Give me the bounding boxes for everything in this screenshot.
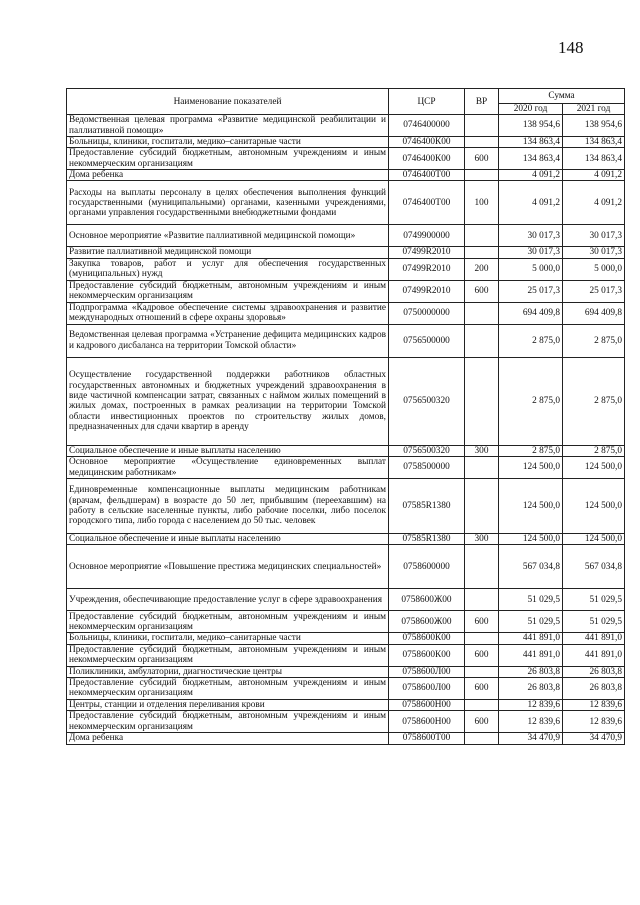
row-name: Дома ребенка — [67, 733, 389, 744]
row-vr — [465, 479, 499, 534]
header-name: Наименование показателей — [67, 89, 389, 115]
row-csr: 07585R1380 — [389, 534, 465, 545]
row-vr — [465, 666, 499, 677]
row-vr — [465, 225, 499, 247]
row-sum-2021: 12 839,6 — [563, 711, 625, 733]
row-sum-2020: 2 875,0 — [499, 357, 563, 445]
row-name: Основное мероприятие «Развитие паллиативной медицинской помощи» — [67, 225, 389, 247]
row-csr: 0758600Л00 — [389, 677, 465, 699]
row-csr: 0756500320 — [389, 357, 465, 445]
row-name: Поликлиники, амбулатории, диагностические центры — [67, 666, 389, 677]
row-sum-2020: 4 091,2 — [499, 170, 563, 181]
row-sum-2021: 4 091,2 — [563, 170, 625, 181]
row-csr: 0758600К00 — [389, 644, 465, 666]
row-sum-2020: 134 863,4 — [499, 136, 563, 147]
table-row — [67, 148, 625, 170]
row-sum-2020: 694 409,8 — [499, 302, 563, 324]
row-vr: 300 — [465, 445, 499, 456]
row-csr: 0756500320 — [389, 445, 465, 456]
row-vr — [465, 457, 499, 479]
row-sum-2020: 2 875,0 — [499, 324, 563, 357]
row-sum-2021: 2 875,0 — [563, 324, 625, 357]
row-csr: 0746400Т00 — [389, 181, 465, 225]
row-name: Предоставление субсидий бюджетным, автономным учреждениям и иным некоммерческим организациям — [67, 280, 389, 302]
table-row — [67, 611, 625, 633]
row-sum-2021: 134 863,4 — [563, 136, 625, 147]
header-year-2021: 2021 год — [563, 104, 625, 115]
row-name: Социальное обеспечение и иные выплаты населению — [67, 445, 389, 456]
row-sum-2021: 5 000,0 — [563, 258, 625, 280]
table-row — [67, 136, 625, 147]
row-csr: 07499R2010 — [389, 258, 465, 280]
row-csr: 0746400000 — [389, 115, 465, 137]
row-name: Единовременные компенсационные выплаты медицинским работникам (врачам, фельдшерам) в возрасте до 50 лет, прибывшим (переехавшим) на работу в сельские населенные пункты, либо рабочие поселки, либо поселок городского типа, либо города с населением до 50 тыс. человек — [67, 479, 389, 534]
row-name: Предоставление субсидий бюджетным, автономным учреждениям и иным некоммерческим организациям — [67, 611, 389, 633]
row-name: Центры, станции и отделения переливания крови — [67, 699, 389, 710]
row-sum-2021: 25 017,3 — [563, 280, 625, 302]
table-row — [67, 258, 625, 280]
table-row — [67, 633, 625, 644]
row-sum-2020: 441 891,0 — [499, 633, 563, 644]
row-name: Больницы, клиники, госпитали, медико–санитарные части — [67, 633, 389, 644]
row-name: Основное мероприятие «Осуществление единовременных выплат медицинским работникам» — [67, 457, 389, 479]
row-csr: 0758600Н00 — [389, 711, 465, 733]
row-sum-2021: 34 470,9 — [563, 733, 625, 744]
row-sum-2021: 134 863,4 — [563, 148, 625, 170]
table-row — [67, 733, 625, 744]
row-csr: 0758600К00 — [389, 633, 465, 644]
row-vr: 600 — [465, 711, 499, 733]
row-csr: 0758600Л00 — [389, 666, 465, 677]
row-csr: 07499R2010 — [389, 280, 465, 302]
header-row — [67, 89, 625, 104]
row-sum-2020: 124 500,0 — [499, 479, 563, 534]
row-name: Ведомственная целевая программа «Устранение дефицита медицинских кадров и кадрового дисбаланса на территории Томской области» — [67, 324, 389, 357]
row-sum-2020: 12 839,6 — [499, 699, 563, 710]
row-csr: 0749900000 — [389, 225, 465, 247]
row-sum-2021: 51 029,5 — [563, 611, 625, 633]
row-csr: 0758600000 — [389, 545, 465, 589]
row-sum-2020: 26 803,8 — [499, 666, 563, 677]
row-sum-2021: 441 891,0 — [563, 644, 625, 666]
table-row — [67, 699, 625, 710]
row-sum-2021: 441 891,0 — [563, 633, 625, 644]
row-csr: 0746400К00 — [389, 148, 465, 170]
row-sum-2020: 34 470,9 — [499, 733, 563, 744]
row-sum-2020: 51 029,5 — [499, 611, 563, 633]
row-name: Расходы на выплаты персоналу в целях обеспечения выполнения функций государственными (муниципальными) органами, казенными учреждениями, органами управления государственными внебюджетными фондами — [67, 181, 389, 225]
row-sum-2021: 4 091,2 — [563, 181, 625, 225]
row-sum-2020: 26 803,8 — [499, 677, 563, 699]
row-csr: 0746400К00 — [389, 136, 465, 147]
row-sum-2021: 694 409,8 — [563, 302, 625, 324]
header-csr: ЦСР — [389, 89, 465, 115]
row-sum-2020: 134 863,4 — [499, 148, 563, 170]
row-sum-2020: 12 839,6 — [499, 711, 563, 733]
table-row — [67, 170, 625, 181]
row-sum-2020: 30 017,3 — [499, 225, 563, 247]
row-csr: 07499R2010 — [389, 247, 465, 258]
row-vr: 300 — [465, 534, 499, 545]
table-body — [67, 115, 625, 744]
row-sum-2021: 138 954,6 — [563, 115, 625, 137]
table-row — [67, 666, 625, 677]
row-vr: 600 — [465, 677, 499, 699]
row-csr: 07585R1380 — [389, 479, 465, 534]
row-vr: 600 — [465, 611, 499, 633]
row-csr: 0758600Т00 — [389, 733, 465, 744]
header-sum: Сумма — [499, 89, 625, 104]
row-sum-2020: 2 875,0 — [499, 445, 563, 456]
row-vr: 600 — [465, 280, 499, 302]
row-name: Закупка товаров, работ и услуг для обеспечения государственных (муниципальных) нужд — [67, 258, 389, 280]
row-sum-2020: 441 891,0 — [499, 644, 563, 666]
row-name: Больницы, клиники, госпитали, медико–санитарные части — [67, 136, 389, 147]
row-sum-2020: 5 000,0 — [499, 258, 563, 280]
row-sum-2020: 25 017,3 — [499, 280, 563, 302]
row-sum-2020: 51 029,5 — [499, 589, 563, 611]
row-name: Подпрограмма «Кадровое обеспечение системы здравоохранения и развитие международных отношений в сфере охраны здоровья» — [67, 302, 389, 324]
row-vr: 600 — [465, 644, 499, 666]
budget-table — [66, 88, 625, 745]
table-row — [67, 711, 625, 733]
row-name: Основное мероприятие «Повышение престижа медицинских специальностей» — [67, 545, 389, 589]
table-row — [67, 445, 625, 456]
row-vr — [465, 545, 499, 589]
row-vr: 600 — [465, 148, 499, 170]
row-vr — [465, 589, 499, 611]
row-csr: 0750000000 — [389, 302, 465, 324]
row-sum-2020: 4 091,2 — [499, 181, 563, 225]
table-row — [67, 181, 625, 225]
row-vr — [465, 357, 499, 445]
row-sum-2021: 124 500,0 — [563, 534, 625, 545]
row-csr: 0758500000 — [389, 457, 465, 479]
row-csr: 0758600Ж00 — [389, 611, 465, 633]
row-vr — [465, 324, 499, 357]
row-sum-2020: 124 500,0 — [499, 534, 563, 545]
row-name: Дома ребенка — [67, 170, 389, 181]
row-sum-2020: 30 017,3 — [499, 247, 563, 258]
table-row — [67, 677, 625, 699]
table-row — [67, 357, 625, 445]
row-sum-2021: 124 500,0 — [563, 479, 625, 534]
row-vr — [465, 115, 499, 137]
row-sum-2020: 567 034,8 — [499, 545, 563, 589]
table-row — [67, 589, 625, 611]
row-name: Предоставление субсидий бюджетным, автономным учреждениям и иным некоммерческим организациям — [67, 711, 389, 733]
row-sum-2021: 2 875,0 — [563, 445, 625, 456]
table-row — [67, 225, 625, 247]
row-sum-2021: 30 017,3 — [563, 225, 625, 247]
table-row — [67, 247, 625, 258]
row-sum-2021: 124 500,0 — [563, 457, 625, 479]
row-name: Предоставление субсидий бюджетным, автономным учреждениям и иным некоммерческим организациям — [67, 644, 389, 666]
row-sum-2020: 138 954,6 — [499, 115, 563, 137]
row-name: Предоставление субсидий бюджетным, автономным учреждениям и иным некоммерческим организациям — [67, 677, 389, 699]
row-sum-2021: 30 017,3 — [563, 247, 625, 258]
row-name: Ведомственная целевая программа «Развитие медицинской реабилитации и паллиативной помощи» — [67, 115, 389, 137]
row-csr: 0758600Н00 — [389, 699, 465, 710]
row-vr — [465, 170, 499, 181]
row-csr: 0756500000 — [389, 324, 465, 357]
row-vr — [465, 247, 499, 258]
table-row — [67, 644, 625, 666]
row-name: Осуществление государственной поддержки работников областных государственных автономных и бюджетных учреждений здравоохранения в виде частичной компенсации затрат, связанных с наймом жилых помещений в жилых домах, построенных в рамках реализации на территории Томской области инвестиционных проектов по строительству жилых домов, предназначенных для сдачи квартир в аренду — [67, 357, 389, 445]
table-row — [67, 302, 625, 324]
row-vr — [465, 633, 499, 644]
row-name: Предоставление субсидий бюджетным, автономным учреждениям и иным некоммерческим организациям — [67, 148, 389, 170]
row-sum-2021: 51 029,5 — [563, 589, 625, 611]
row-vr — [465, 136, 499, 147]
table-row — [67, 324, 625, 357]
row-csr: 0758600Ж00 — [389, 589, 465, 611]
row-sum-2021: 12 839,6 — [563, 699, 625, 710]
table-row — [67, 457, 625, 479]
table-row — [67, 115, 625, 137]
row-sum-2021: 2 875,0 — [563, 357, 625, 445]
row-sum-2021: 567 034,8 — [563, 545, 625, 589]
row-name: Учреждения, обеспечивающие предоставление услуг в сфере здравоохранения — [67, 589, 389, 611]
header-vr: ВР — [465, 89, 499, 115]
row-vr: 200 — [465, 258, 499, 280]
table-row — [67, 280, 625, 302]
row-sum-2020: 124 500,0 — [499, 457, 563, 479]
row-vr — [465, 302, 499, 324]
row-name: Социальное обеспечение и иные выплаты населению — [67, 534, 389, 545]
row-vr: 100 — [465, 181, 499, 225]
row-name: Развитие паллиативной медицинской помощи — [67, 247, 389, 258]
row-vr — [465, 733, 499, 744]
row-vr — [465, 699, 499, 710]
table-row — [67, 545, 625, 589]
row-sum-2021: 26 803,8 — [563, 677, 625, 699]
table-row — [67, 479, 625, 534]
page-number: 148 — [558, 38, 584, 57]
table-row — [67, 534, 625, 545]
header-year-2020: 2020 год — [499, 104, 563, 115]
row-csr: 0746400Т00 — [389, 170, 465, 181]
row-sum-2021: 26 803,8 — [563, 666, 625, 677]
